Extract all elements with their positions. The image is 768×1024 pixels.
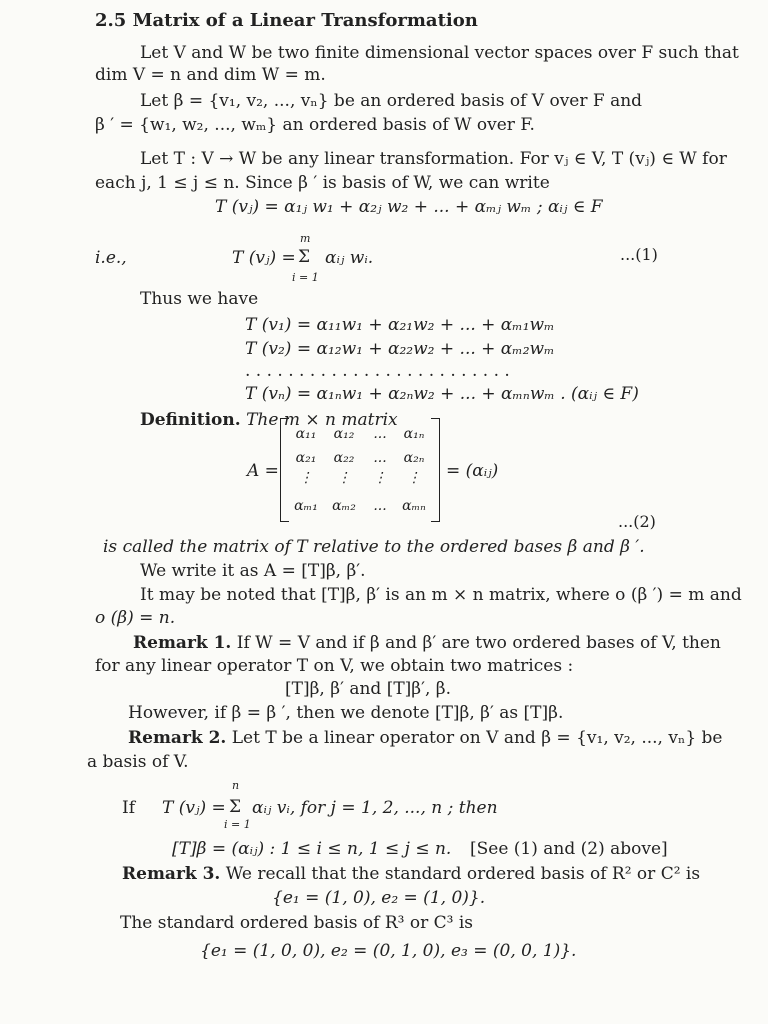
equation: T (vⱼ) = α₁ⱼ w₁ + α₂ⱼ w₂ + ... + αₘⱼ wₘ ; αᵢⱼ ∈ F [215, 197, 603, 217]
if-label: If [122, 798, 136, 818]
sum-upper-limit: m [300, 232, 311, 245]
matrix-cell: α₂ₙ [403, 450, 425, 466]
ellipsis-row: . . . . . . . . . . . . . . . . . . . . . . . . . [245, 361, 510, 381]
equation: [T]β, β′ and [T]β′, β. [285, 679, 452, 699]
matrix-cell: α₁₂ [333, 426, 355, 442]
remark-line [133, 632, 721, 654]
matrix-cell: α₂₂ [333, 450, 355, 466]
matrix-rhs: = (αᵢⱼ) [446, 461, 499, 481]
sigma-symbol: Σ [229, 797, 242, 817]
equation-rhs: αᵢⱼ vᵢ, for j = 1, 2, ..., n ; then [252, 798, 498, 818]
right-bracket [431, 418, 440, 522]
matrix-A [280, 418, 440, 520]
equation: [T]β = (αᵢⱼ) : 1 ≤ i ≤ n, 1 ≤ j ≤ n. [172, 839, 452, 859]
matrix-cell: ⋮ [373, 470, 387, 486]
paragraph-line: is called the matrix of T relative to the ordered bases β and β ′. [103, 537, 645, 557]
matrix-cell: α₁ₙ [403, 426, 425, 442]
paragraph-line: Thus we have [140, 289, 259, 309]
remark-line [128, 727, 723, 749]
sigma-symbol: Σ [298, 247, 311, 267]
matrix-cell: ... [373, 426, 387, 442]
cross-reference: [See (1) and (2) above] [470, 839, 668, 859]
remark-label: Remark 3. [122, 864, 221, 884]
remark-text: If W = V and if β and β′ are two ordered bases of V, then [231, 633, 721, 653]
matrix-cell: α₂₁ [295, 450, 317, 466]
matrix-cell: ⋮ [337, 470, 351, 486]
remark-text: Let T be a linear operator on V and β = {v₁, v₂, ..., vₙ} be [226, 728, 723, 748]
paragraph-line: a basis of V. [87, 752, 189, 772]
remark-label: Remark 1. [133, 633, 232, 653]
paragraph-line: Let V and W be two finite dimensional vector spaces over F such that [140, 43, 739, 63]
matrix-cell: α₁₁ [295, 426, 317, 442]
equation: T (vₙ) = α₁ₙw₁ + α₂ₙw₂ + ... + αₘₙwₘ . (αᵢⱼ ∈ F) [245, 384, 639, 404]
paragraph-line: for any linear operator T on V, we obtain two matrices : [95, 656, 574, 676]
ie-label: i.e., [95, 248, 127, 268]
matrix-cell: ... [373, 498, 387, 514]
matrix-cell: αₘ₁ [294, 498, 318, 514]
matrix-cell: αₘₙ [402, 498, 426, 514]
paragraph-line: However, if β = β ′, then we denote [T]β, β′ as [T]β. [128, 703, 564, 723]
paragraph-line: Let β = {v₁, v₂, ..., vₙ} be an ordered basis of V over F and [140, 91, 643, 111]
equation: T (v₁) = α₁₁w₁ + α₂₁w₂ + ... + αₘ₁wₘ [245, 315, 555, 335]
remark-label: Remark 2. [128, 728, 227, 748]
equation-lhs: T (vⱼ) = [232, 248, 296, 268]
paragraph-line: The standard ordered basis of R³ or C³ is [120, 913, 474, 933]
equation-number: ...(2) [618, 512, 656, 531]
matrix-cell: ... [373, 450, 387, 466]
equation-lhs: T (vⱼ) = [162, 798, 226, 818]
paragraph-line: each j, 1 ≤ j ≤ n. Since β ′ is basis of W, we can write [95, 173, 550, 193]
matrix-lhs: A = [247, 461, 279, 481]
equation-number: ...(1) [620, 245, 658, 264]
sum-lower-limit: i = 1 [224, 818, 251, 831]
paragraph-line: β ′ = {w₁, w₂, ..., wₘ} an ordered basis of W over F. [95, 115, 535, 135]
paragraph-line: It may be noted that [T]β, β′ is an m × n matrix, where o (β ′) = m and [140, 585, 742, 605]
sum-upper-limit: n [232, 779, 240, 792]
definition-text: The m × n matrix [240, 410, 398, 430]
sum-lower-limit: i = 1 [292, 271, 319, 284]
paragraph-line: Let T : V → W be any linear transformation. For vⱼ ∈ V, T (vⱼ) ∈ W for [140, 149, 727, 169]
remark-line [122, 863, 700, 885]
matrix-cell: ⋮ [299, 470, 313, 486]
equation: T (v₂) = α₁₂w₁ + α₂₂w₂ + ... + αₘ₂wₘ [245, 339, 555, 359]
matrix-cell: ⋮ [407, 470, 421, 486]
remark-text: We recall that the standard ordered basis of R² or C² is [220, 864, 701, 884]
definition-label: Definition. [140, 410, 241, 430]
section-title: 2.5 Matrix of a Linear Transformation [95, 10, 478, 31]
paragraph-line: dim V = n and dim W = m. [95, 65, 326, 85]
equation: {e₁ = (1, 0, 0), e₂ = (0, 1, 0), e₃ = (0, 0, 1)}. [200, 941, 577, 961]
paragraph-line: o (β) = n. [95, 608, 176, 628]
matrix-cell: αₘ₂ [332, 498, 356, 514]
paragraph-line: We write it as A = [T]β, β′. [140, 561, 366, 581]
equation: {e₁ = (1, 0), e₂ = (1, 0)}. [272, 888, 486, 908]
equation-rhs: αᵢⱼ wᵢ. [325, 248, 374, 268]
